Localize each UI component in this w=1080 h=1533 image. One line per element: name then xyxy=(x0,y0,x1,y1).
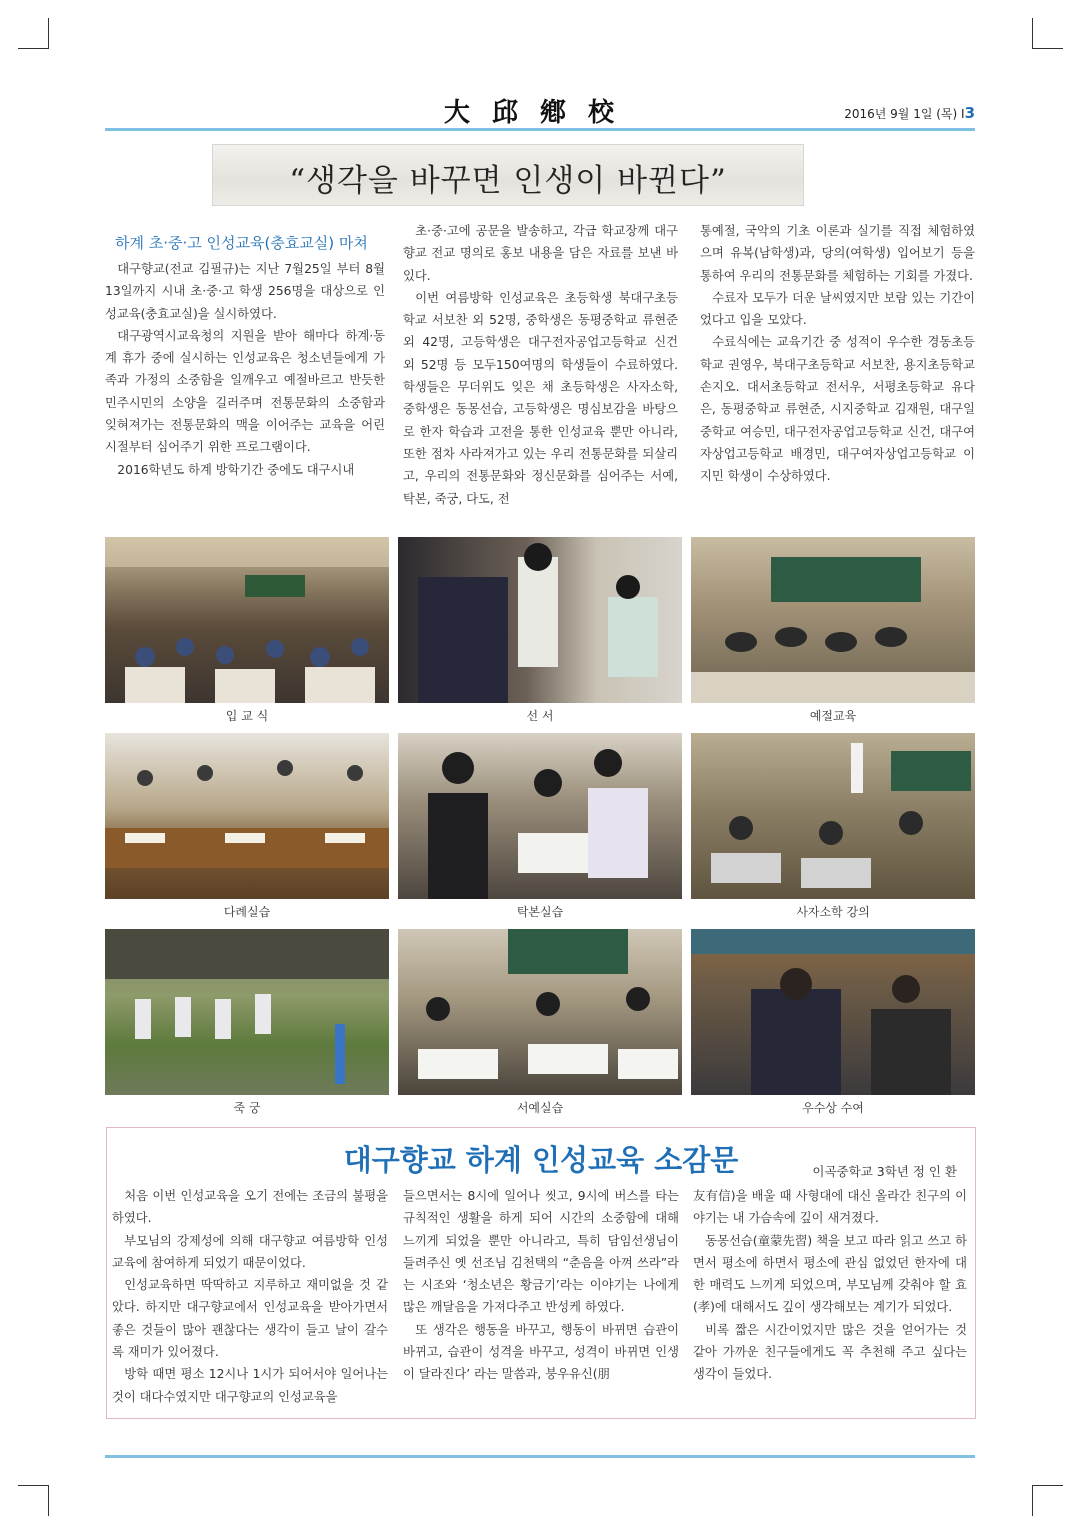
page-number: 3 xyxy=(964,104,975,122)
paragraph: 들으면서는 8시에 일어나 씻고, 9시에 버스를 타는 규칙적인 생활을 하게 되어 시간의 소중함에 대해 느끼게 되었을 뿐만 아니라고, 특히 담임선생님이 들려주신 옛 선조님 김천택의 “춘음을 아껴 쓰라”라는 시조와 ‘청소년은 황금기’라는 이야기는 나에게 많은 깨달음을 가져다주고 반성케 하였다. xyxy=(403,1189,679,1315)
issue-date-text: 2016년 9월 1일 (목) I xyxy=(844,107,965,121)
paragraph: 이번 여름방학 인성교육은 초등학생 북대구초등학교 서보찬 외 52명, 중학생은 동평중학교 류현준 외 42명, 고등학생은 대구전자공업고등학교 신건 외 52명 등 모두150여명의 학생들이 수료하였다. 학생들은 무더위도 잊은 채 초등학생은 사자소학, 중학생은 동몽선습, 고등학생은 명심보감을 바탕으로 한자 학습과 고전을 통한 인성교육 뿐만 아니라, 또한 점차 사라져가고 있는 우리 전통문화를 되살리고, 우리의 전통문화와 정신문화를 심어주는 서예, 탁본, 죽궁, 다도, 전 xyxy=(403,290,678,506)
classroom-photo-art xyxy=(105,537,389,703)
photo-archery xyxy=(105,929,389,1095)
photo-entrance-ceremony xyxy=(105,537,389,703)
headline: “생각을 바꾸면 인생이 바뀐다” xyxy=(289,163,727,199)
paragraph: 대구광역시교육청의 지원을 받아 해마다 하계·동계 휴가 중에 실시하는 인성교육은 청소년들에게 가족과 가정의 소중함을 일깨우고 예절바르고 반듯한 민주시민의 소양을 길러주며 전통문화의 소중함과 잊혀져가는 전통문화의 맥을 이어주는 교육을 어린 시절부터 심어주기 위한 프로그램이다. xyxy=(105,328,385,455)
etiquette-photo-art xyxy=(691,537,975,703)
archery-photo-art xyxy=(105,929,389,1095)
article-column-2 xyxy=(403,220,678,510)
headline-banner xyxy=(212,144,804,206)
calligraphy-photo-art xyxy=(398,929,682,1095)
paragraph: 友有信)을 배울 때 사형대에 대신 올라간 친구의 이야기는 내 가슴속에 깊이 새겨졌다. xyxy=(693,1189,967,1226)
photo-caption: 예절교육 xyxy=(809,709,857,723)
crop-mark xyxy=(18,1485,49,1516)
paragraph: 대구향교(전교 김필규)는 지난 7월25일 부터 8월13일까지 시내 초·중·고 학생 256명을 대상으로 인성교육(충효교실)을 실시하였다. xyxy=(105,262,385,321)
photo-rubbing-practice xyxy=(398,733,682,899)
essay-title: 대구향교 하계 인성교육 소감문 xyxy=(343,1143,739,1177)
photo-etiquette-class xyxy=(691,537,975,703)
paragraph: 비록 짧은 시간이었지만 많은 것을 얻어가는 것 같아 가까운 친구들에게도 꼭 추천해 주고 싶다는 생각이 들었다. xyxy=(693,1322,967,1382)
paragraph: 초·중·고에 공문을 발송하고, 각급 학교장께 대구향교 전교 명의로 홍보 내용을 담은 자료를 보낸 바 있다. xyxy=(403,224,678,283)
essay-column-3 xyxy=(693,1185,967,1386)
essay-byline: 이곡중학교 3학년 정 인 환 xyxy=(812,1164,957,1179)
essay-column-2 xyxy=(403,1185,679,1386)
article-subhead: 하계 초·중·고 인성교육(충효교실) 마쳐 xyxy=(115,234,368,252)
paragraph: 처음 이번 인성교육을 오기 전에는 조금의 불평을 하였다. xyxy=(112,1189,388,1226)
paper-name: 大邱鄕校 xyxy=(443,98,636,128)
photo-saja-sohak-lecture xyxy=(691,733,975,899)
issue-date xyxy=(844,104,975,122)
article-column-1 xyxy=(105,232,385,481)
photo-caption: 탁본실습 xyxy=(516,905,564,919)
crop-mark xyxy=(18,18,49,49)
photo-tea-ceremony xyxy=(105,733,389,899)
crop-mark xyxy=(1032,18,1063,49)
photo-oath xyxy=(398,537,682,703)
photo-award-ceremony xyxy=(691,929,975,1095)
photo-caption: 우수상 수여 xyxy=(802,1101,864,1115)
footer-rule xyxy=(105,1455,975,1458)
photo-caption: 선 서 xyxy=(526,709,554,723)
paragraph: 동몽선습(童蒙先習) 책을 보고 따라 읽고 쓰고 하면서 평소에 하면서 평소에 관심 없었던 한자에 대한 매력도 느끼게 되었으며, 부모님께 갖춰야 할 효(孝)에 대해서도 깊이 생각해보는 계기가 되었다. xyxy=(693,1233,967,1315)
crop-mark xyxy=(1032,1485,1063,1516)
essay-column-1 xyxy=(112,1185,388,1408)
rubbing-photo-art xyxy=(398,733,682,899)
paragraph: 인성교육하면 딱딱하고 지루하고 재미없을 것 같았다. 하지만 대구향교에서 인성교육을 받아가면서 좋은 것들이 많아 괜찮다는 생각이 들고 날이 갈수록 재미가 있어졌다. xyxy=(112,1278,388,1360)
photo-caption: 죽 궁 xyxy=(233,1101,261,1115)
masthead xyxy=(105,92,975,132)
oath-photo-art xyxy=(398,537,682,703)
paragraph: 수료식에는 교육기간 중 성적이 우수한 경동초등학교 권영우, 북대구초등학교 서보찬, 용지초등학교 손지오. 대서초등학교 전서우, 서평초등학교 유다은, 동평중학교 류현준, 시지중학교 김재원, 대구일중학교 여승민, 대구전자공업고등학교 신건, 대구여자상업고등학교 배경민, 대구여자상업고등학교 이지민 학생이 수상하였다. xyxy=(700,335,975,484)
lecture-photo-art xyxy=(691,733,975,899)
paragraph: 수료자 모두가 더운 날씨였지만 보람 있는 기간이었다고 입을 모았다. xyxy=(700,290,975,328)
tea-photo-art xyxy=(105,733,389,899)
paragraph: 또 생각은 행동을 바꾸고, 행동이 바뀌면 습관이 바뀌고, 습관이 성격을 바꾸고, 성격이 바뀌면 인생이 달라진다’ 라는 말씀과, 붕우유신(朋 xyxy=(403,1322,679,1382)
award-photo-art xyxy=(691,929,975,1095)
photo-calligraphy-practice xyxy=(398,929,682,1095)
header-rule xyxy=(105,128,975,131)
paragraph: 부모님의 강제성에 의해 대구향교 여름방학 인성교육에 참여하게 되었기 때문이었다. xyxy=(112,1233,388,1270)
photo-caption: 사자소학 강의 xyxy=(796,905,870,919)
photo-caption: 서예실습 xyxy=(516,1101,564,1115)
paragraph: 2016학년도 하계 방학기간 중에도 대구시내 xyxy=(117,462,355,477)
photo-caption: 입 교 식 xyxy=(225,709,269,723)
photo-caption: 다례실습 xyxy=(223,905,271,919)
paragraph: 방학 때면 평소 12시나 1시가 되어서야 일어나는 것이 대다수였지만 대구향교의 인성교육을 xyxy=(112,1367,388,1404)
article-column-3 xyxy=(700,220,975,488)
paragraph: 통예절, 국악의 기초 이론과 실기를 직접 체험하였으며 유복(남학생)과, 당의(여학생) 입어보기 등을 통하여 우리의 전통문화를 체험하는 기회를 가졌다. xyxy=(700,224,975,283)
